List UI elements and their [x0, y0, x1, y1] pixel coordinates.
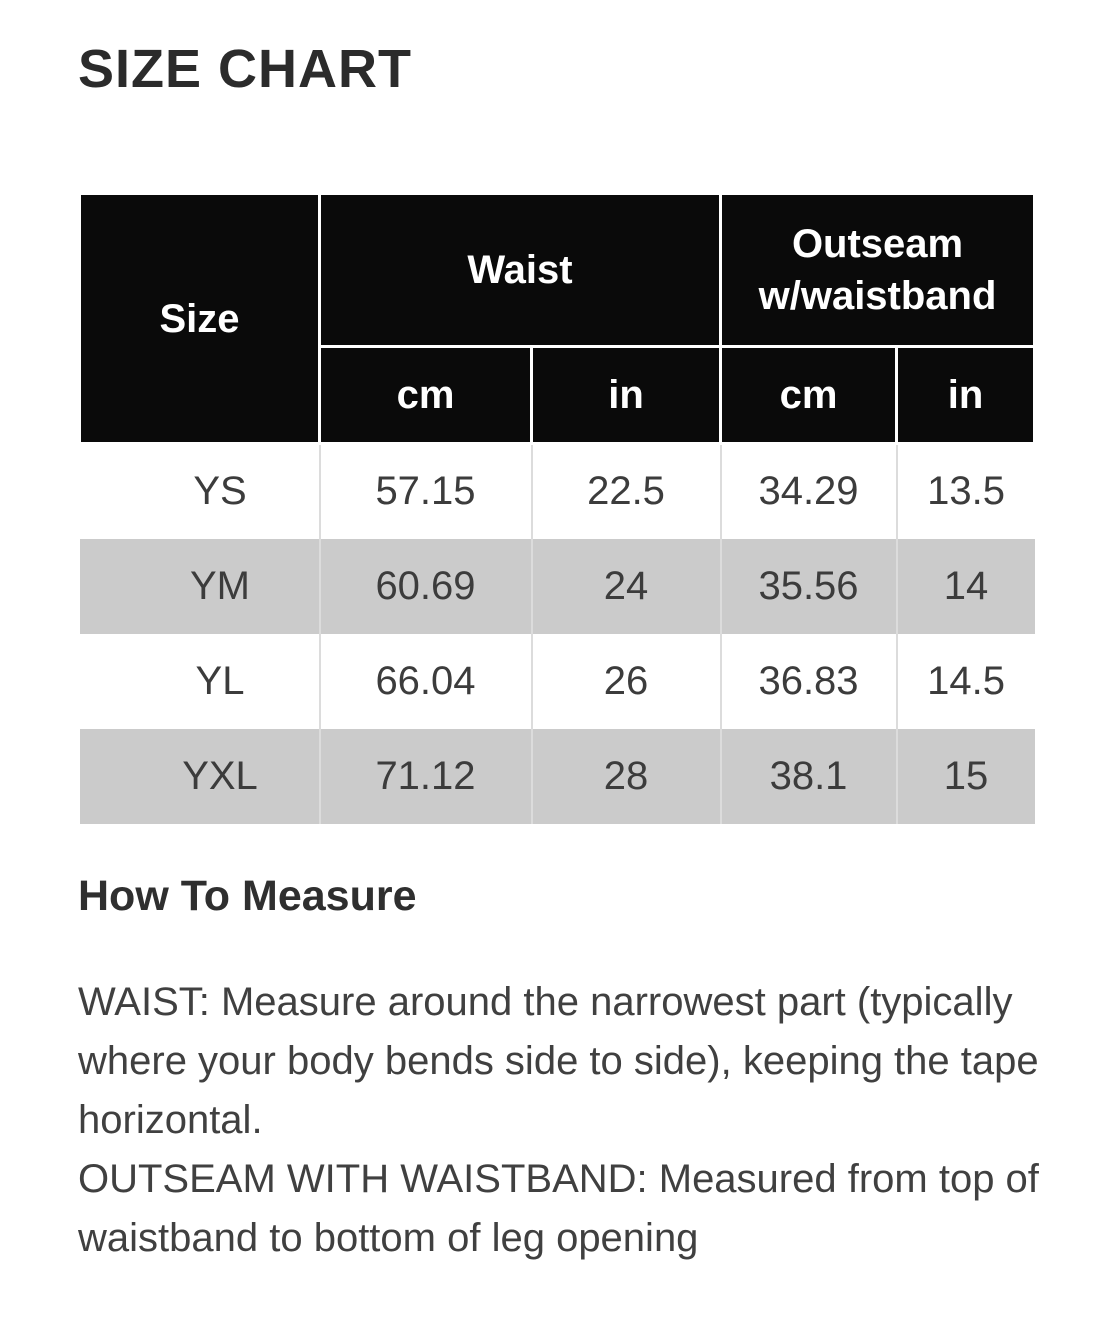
waist-cm-cell: 60.69 [320, 539, 532, 634]
measure-text-line: horizontal. [78, 1097, 263, 1142]
header-outseam-cm: cm [721, 347, 897, 444]
table-row-ys [80, 444, 1035, 539]
table-row-ym [80, 539, 1035, 634]
size-cell: YXL [182, 753, 258, 798]
measure-text-line: where your body bends side to side), keeping the tape [78, 1038, 1039, 1083]
header-size: Size [80, 194, 320, 444]
how-to-measure-heading: How To Measure [78, 871, 417, 920]
waist-in-cell: 26 [532, 634, 721, 729]
outseam-cm-cell: 36.83 [721, 634, 897, 729]
page-title: SIZE CHART [78, 39, 412, 99]
waist-in-cell: 24 [532, 539, 721, 634]
size-cell: YL [195, 658, 245, 703]
waist-cm-cell: 66.04 [320, 634, 532, 729]
header-waist-cm: cm [320, 347, 532, 444]
measure-text-line: waistband to bottom of leg opening [78, 1215, 699, 1260]
outseam-in-cell: 13.5 [897, 444, 1035, 539]
outseam-in-cell: 14.5 [897, 634, 1035, 729]
size-cell: YM [190, 563, 250, 608]
header-outseam-in: in [897, 347, 1035, 444]
outseam-in-cell: 14 [897, 539, 1035, 634]
table-row-yl [80, 634, 1035, 729]
table-header-row-groups [80, 194, 1035, 347]
header-waist-in: in [532, 347, 721, 444]
table-row-yxl [80, 729, 1035, 824]
outseam-cm-cell: 35.56 [721, 539, 897, 634]
size-chart-table [78, 192, 1036, 824]
measure-text-line: WAIST: Measure around the narrowest part (typically [78, 979, 1013, 1024]
how-to-measure-text [78, 973, 1061, 1268]
measure-text-line: OUTSEAM WITH WAISTBAND: Measured from top of [78, 1156, 1039, 1201]
header-outseam: Outseam w/waistband [721, 194, 1035, 347]
outseam-cm-cell: 38.1 [721, 729, 897, 824]
outseam-in-cell: 15 [897, 729, 1035, 824]
waist-in-cell: 28 [532, 729, 721, 824]
waist-cm-cell: 57.15 [320, 444, 532, 539]
header-waist: Waist [320, 194, 721, 347]
waist-in-cell: 22.5 [532, 444, 721, 539]
outseam-cm-cell: 34.29 [721, 444, 897, 539]
waist-cm-cell: 71.12 [320, 729, 532, 824]
size-cell: YS [193, 469, 247, 514]
